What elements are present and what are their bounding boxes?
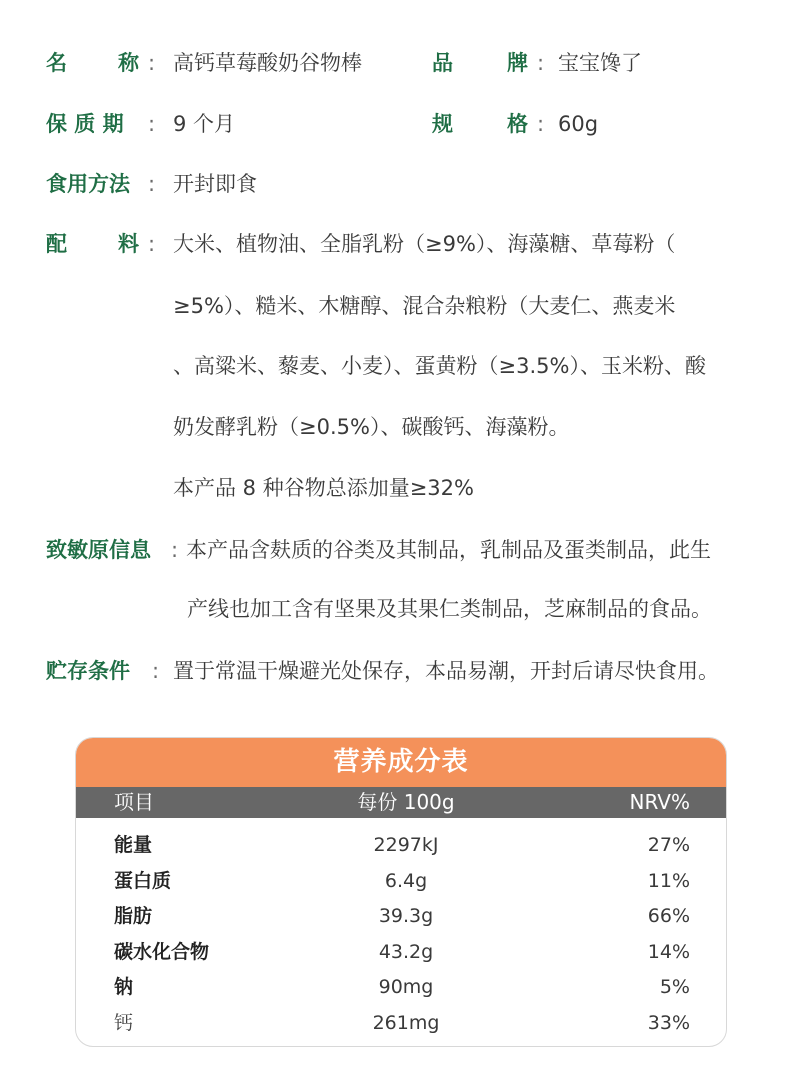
brand-value: 宝宝馋了 (558, 51, 642, 75)
row-item: 钠 (114, 976, 134, 998)
product-name-value: 高钙草莓酸奶谷物棒 (173, 51, 362, 75)
table-row (76, 1006, 726, 1042)
row-amount: 2297kJ (373, 834, 439, 856)
row-nrv: 33% (647, 1011, 690, 1034)
row-nrv: 11% (647, 869, 690, 892)
row-nrv: 27% (647, 834, 690, 856)
brand-label-b: 牌 (507, 51, 528, 75)
ingredients-line: 奶发酵乳粉（≥0.5%）、碳酸钙、海藻粉。 (173, 415, 570, 439)
spec-colon: : (537, 112, 545, 136)
storage-value: 置于常温干燥避光处保存，本品易潮，开封后请尽快食用。 (173, 659, 719, 683)
table-row (76, 970, 726, 1006)
allergen-colon: : (171, 538, 179, 562)
storage-colon: : (152, 659, 160, 683)
row-item: 碳水化合物 (114, 940, 210, 963)
spec-label-a: 规 (432, 112, 453, 136)
spec-value: 60g (558, 112, 599, 136)
name-label-a: 名 (46, 51, 67, 75)
header-nrv: NRV% (629, 790, 690, 814)
nutrition-table-body (76, 818, 726, 1041)
ingredients-label-b: 料 (118, 232, 139, 256)
row-amount: 6.4g (384, 869, 428, 892)
shelf-life-value: 9 个月 (173, 112, 236, 136)
grain-content-note: 本产品 8 种谷物总添加量≥32% (173, 476, 474, 500)
shelf-life-colon: : (148, 112, 156, 136)
row-amount: 261mg (372, 1011, 440, 1034)
ingredients-line: ≥5%）、糙米、木糖醇、混合杂粮粉（大麦仁、燕麦米 (173, 294, 676, 318)
allergen-label: 致敏原信息 (46, 538, 151, 562)
spec-label-b: 格 (507, 112, 528, 136)
ingredients-label-a: 配 (46, 232, 67, 256)
table-row (76, 828, 726, 864)
header-item: 项目 (114, 790, 154, 814)
allergen-line: 产线也加工含有坚果及其果仁类制品，芝麻制品的食品。 (187, 597, 712, 621)
row-item: 钙 (114, 1011, 134, 1034)
row-nrv: 14% (647, 940, 690, 963)
usage-label: 食用方法 (46, 172, 130, 196)
storage-label: 贮存条件 (46, 659, 130, 683)
allergen-line: 本产品含麸质的谷类及其制品，乳制品及蛋类制品，此生 (186, 538, 711, 562)
row-item: 脂肪 (114, 905, 153, 927)
usage-colon: : (148, 172, 156, 196)
table-row (76, 899, 726, 935)
row-nrv: 66% (647, 905, 690, 927)
usage-value: 开封即食 (173, 172, 257, 196)
brand-label-a: 品 (432, 51, 453, 75)
shelf-life-label: 保 质 期 (46, 112, 124, 136)
ingredients-line: 大米、植物油、全脂乳粉（≥9%）、海藻糖、草莓粉（ (173, 232, 676, 256)
nutrition-table-header (76, 787, 726, 818)
table-row (76, 864, 726, 900)
ingredients-colon: : (148, 232, 156, 256)
ingredients-line: 、高粱米、藜麦、小麦）、蛋黄粉（≥3.5%）、玉米粉、酸 (173, 354, 706, 378)
row-amount: 39.3g (378, 905, 434, 927)
row-amount: 90mg (378, 976, 434, 998)
row-item: 能量 (114, 834, 153, 856)
row-amount: 43.2g (378, 940, 434, 963)
nutrition-table-title: 营养成分表 (76, 738, 726, 787)
row-item: 蛋白质 (114, 869, 172, 892)
header-per-100g: 每份 100g (357, 790, 455, 814)
name-label-b: 称 (118, 51, 139, 75)
table-row (76, 935, 726, 971)
brand-colon: : (537, 51, 545, 75)
row-nrv: 5% (659, 976, 690, 998)
name-colon: : (148, 51, 156, 75)
nutrition-table (75, 737, 727, 1047)
